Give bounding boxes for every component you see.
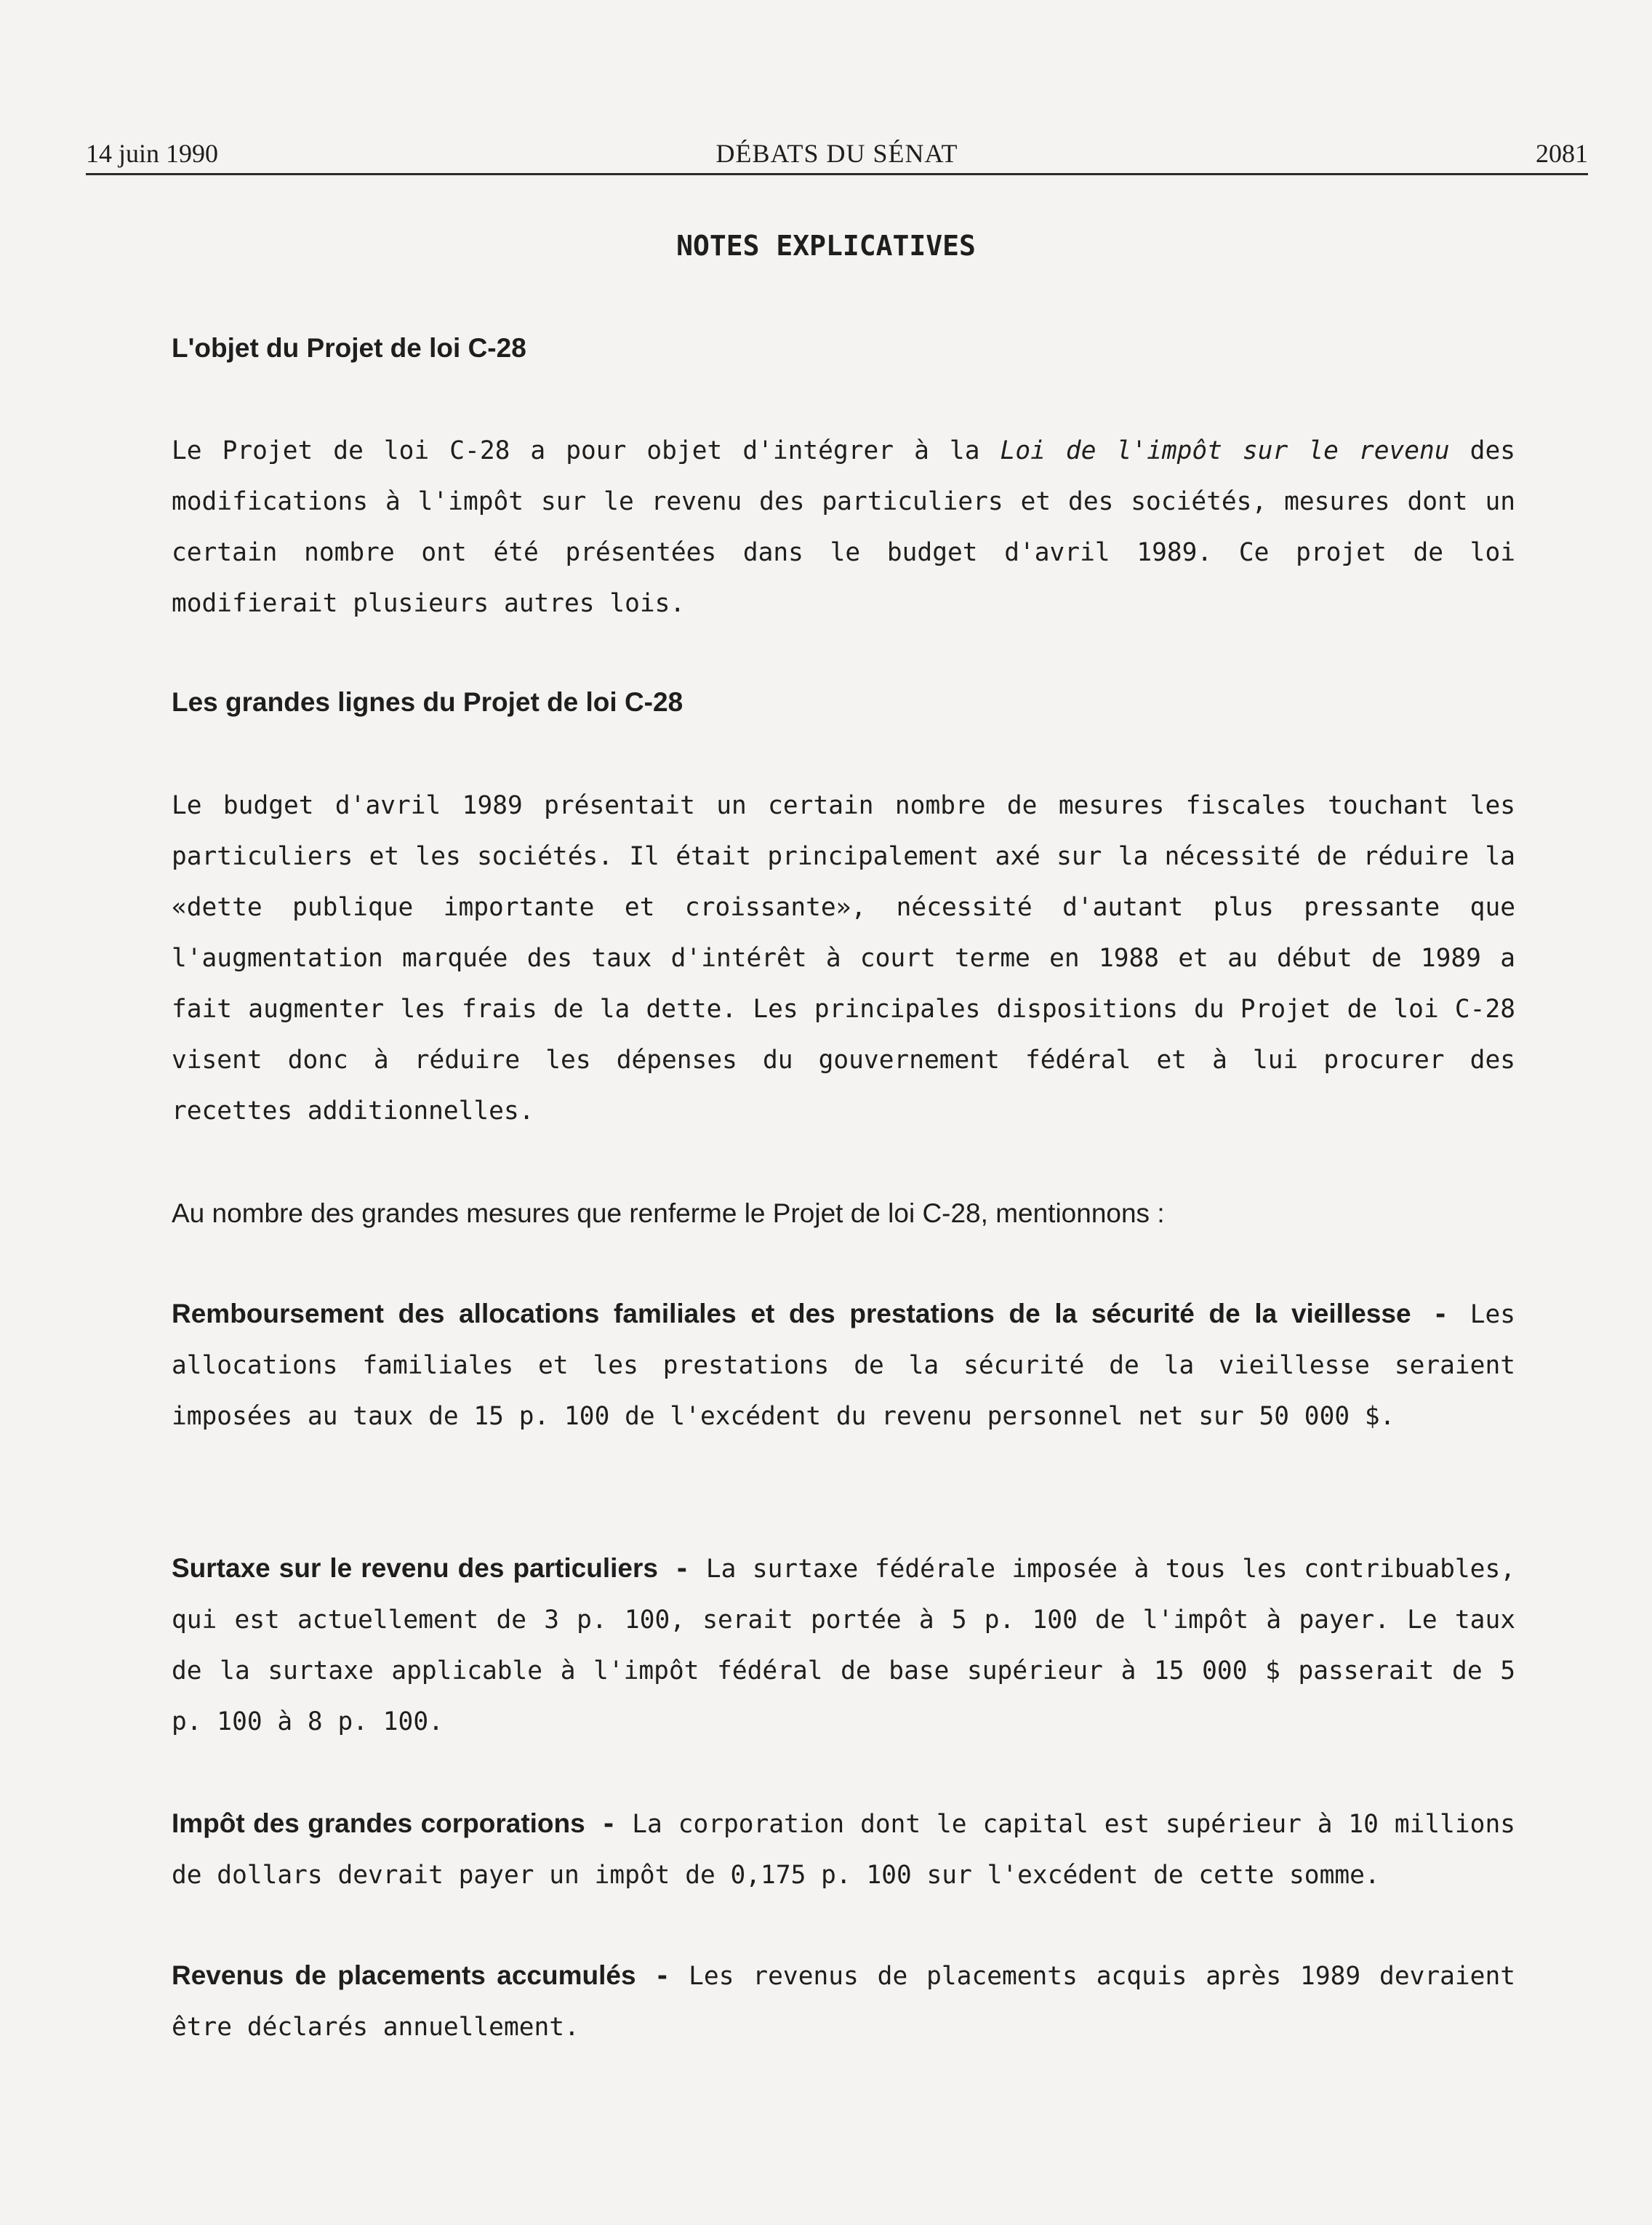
measure-description: La corporation dont le capital est supérieur à 10 millions de dollars devrait payer un impôt de 0,175 p. 100 sur l'excédent de cette somme. <box>172 1810 1515 1890</box>
document-title: NOTES EXPLICATIVES <box>676 230 976 262</box>
page-header <box>86 135 1588 175</box>
measure-item <box>172 1288 1515 1442</box>
law-title-italic: Loi de l'impôt sur le revenu <box>1000 436 1450 465</box>
measure-description: Les allocations familiales et les prestations de la sécurité de la vieillesse seraient imposées au taux de 15 p. 100 de l'excédent du revenu personnel net sur 50 000 $. <box>172 1300 1515 1431</box>
measure-item <box>172 1798 1515 1901</box>
header-page-number: 2081 <box>1536 139 1588 168</box>
measures-intro: Au nombre des grandes mesures que renferme le Projet de loi C-28, mentionnons : <box>172 1198 1165 1228</box>
measure-title: Revenus de placements accumulés <box>172 1960 636 1990</box>
measure-item <box>172 1543 1515 1747</box>
header-date: 14 juin 1990 <box>86 139 219 168</box>
measure-separator: - <box>1432 1300 1448 1329</box>
paragraph-objet-text-1: Le Projet de loi C-28 a pour objet d'intégrer à la <box>172 436 1001 465</box>
measure-item <box>172 1950 1515 2053</box>
measure-title: Remboursement des allocations familiales et des prestations de la sécurité de la vieillesse <box>172 1299 1411 1328</box>
measure-description: Les revenus de placements acquis après 1989 devraient être déclarés annuellement. <box>172 1962 1515 2042</box>
header-publication-title: DÉBATS DU SÉNAT <box>715 139 958 168</box>
paragraph-budget: Le budget d'avril 1989 présentait un certain nombre de mesures fiscales touchant les particuliers et les sociétés. Il était principalement axé sur la nécessité de réduire la «dette publique importante et croissante», nécessité d'autant plus pressante que l'augmentation marquée des taux d'intérêt à court terme en 1988 et au début de 1989 a fait augmenter les frais de la dette. Les principales dispositions du Projet de loi C-28 visent donc à réduire les dépenses du gouvernement fédéral et à lui procurer des recettes additionnelles. <box>172 791 1515 1126</box>
measure-title: Surtaxe sur le revenu des particuliers <box>172 1553 658 1583</box>
measure-separator: - <box>601 1810 617 1839</box>
paragraph-objet-text-2: des modifications à l'impôt sur le revenu des particuliers et des sociétés, mesures dont un certain nombre ont été présentées dans le budget d'avril 1989. Ce projet de loi modifierait plusieurs autres lois. <box>172 436 1515 618</box>
measure-description: La surtaxe fédérale imposée à tous les contribuables, qui est actuellement de 3 p. 100, serait portée à 5 p. 100 de l'impôt à payer. Le taux de la surtaxe applicable à l'impôt fédéral de base supérieur à 15 000 $ passerait de 5 p. 100 à 8 p. 100. <box>172 1555 1515 1736</box>
section-heading-grandes-lignes: Les grandes lignes du Projet de loi C-28 <box>172 687 683 717</box>
paragraph-objet <box>172 425 1515 629</box>
measure-separator: - <box>654 1962 670 1991</box>
measure-separator: - <box>674 1555 690 1584</box>
measure-title: Impôt des grandes corporations <box>172 1808 585 1838</box>
section-heading-objet: L'objet du Projet de loi C-28 <box>172 333 526 363</box>
